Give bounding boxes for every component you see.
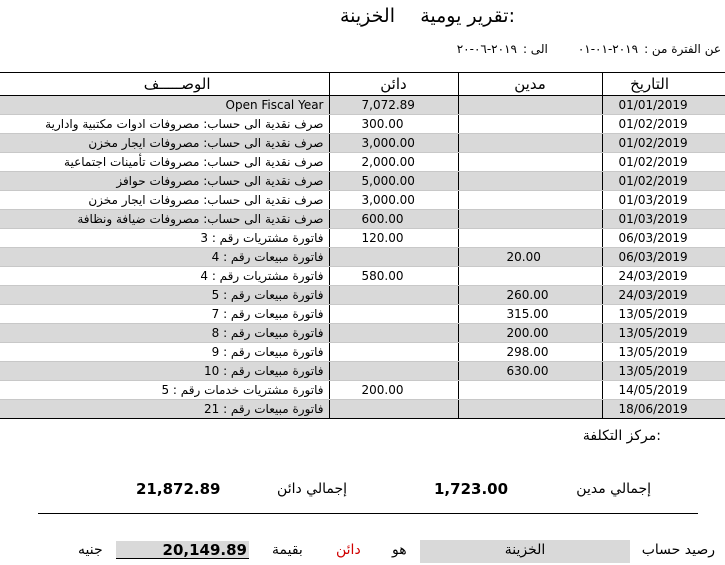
cost-center-label: مركز التكلفة: [582,428,661,444]
cell-debit: 200.00 [458,324,602,343]
cell-description: فاتورة مبيعات رقم : 10 [0,362,329,381]
cell-debit [458,191,602,210]
cell-credit: 2,000.00 [329,153,458,172]
report-title-name: الخزينة [339,5,395,27]
cell-debit: 630.00 [458,362,602,381]
cell-debit [458,267,602,286]
period-to-date: ٢٠١٩-٠٦-٢٠ [456,42,517,56]
cell-debit [458,153,602,172]
balance-account-name: الخزينة [420,540,630,563]
cell-debit: 298.00 [458,343,602,362]
cell-credit [329,324,458,343]
ledger-row [0,153,725,172]
cell-credit: 600.00 [329,210,458,229]
cell-debit [458,115,602,134]
cell-debit [458,210,602,229]
period-from-date: ٢٠١٩-٠١-٠١ [577,42,639,56]
cell-credit: 3,000.00 [329,134,458,153]
footer-divider [38,513,698,514]
ledger-row [0,96,725,115]
cell-description: فاتورة مبيعات رقم : 5 [0,286,329,305]
ledger-row [0,267,725,286]
balance-side: دائن [336,542,361,558]
cell-debit [458,381,602,400]
cell-description: صرف نقدية الى حساب: مصروفات ضيافة ونظافة [0,210,329,229]
header-date: التاريخ [602,73,725,96]
ledger-row [0,286,725,305]
cell-credit: 5,000.00 [329,172,458,191]
cell-credit: 200.00 [329,381,458,400]
cell-debit [458,400,602,419]
cell-credit: 7,072.89 [329,96,458,115]
cell-debit: 20.00 [458,248,602,267]
cell-description: فاتورة مبيعات رقم : 9 [0,343,329,362]
ledger-row [0,400,725,419]
balance-is-label: هو [392,542,407,558]
credit-total-label: إجمالي دائن [277,481,347,497]
balance-amount-label: بقيمة [272,542,303,558]
report-title-label: تقرير يومية: [420,5,515,27]
cell-description: صرف نقدية الى حساب: مصروفات ايجار مخزن [0,134,329,153]
cell-date: 01/01/2019 [602,96,725,115]
balance-currency: جنيه [78,542,103,558]
cell-date: 13/05/2019 [602,305,725,324]
cell-description: صرف نقدية الى حساب: مصروفات ايجار مخزن [0,191,329,210]
cell-description: فاتورة مبيعات رقم : 7 [0,305,329,324]
cell-description: فاتورة مبيعات رقم : 4 [0,248,329,267]
cell-date: 13/05/2019 [602,324,725,343]
cell-date: 24/03/2019 [602,286,725,305]
ledger-row [0,362,725,381]
period-from-label: عن الفترة من : [644,42,721,56]
cell-description: فاتورة مبيعات رقم : 8 [0,324,329,343]
cell-debit: 315.00 [458,305,602,324]
cell-description: Open Fiscal Year [0,96,329,115]
cell-credit [329,362,458,381]
ledger-row [0,324,725,343]
debit-total-label: إجمالي مدين [576,481,651,497]
cell-description: فاتورة مشتريات رقم : 3 [0,229,329,248]
cell-date: 06/03/2019 [602,248,725,267]
ledger-row [0,115,725,134]
cell-description: صرف نقدية الى حساب: مصروفات تأمينات اجتماعية [0,153,329,172]
cell-description: فاتورة مشتريات خدمات رقم : 5 [0,381,329,400]
debit-total-value: 1,723.00 [434,480,509,498]
cell-credit: 580.00 [329,267,458,286]
cell-credit [329,305,458,324]
ledger-row [0,381,725,400]
cell-date: 06/03/2019 [602,229,725,248]
ledger-row [0,172,725,191]
cell-description: صرف نقدية الى حساب: مصروفات حوافز [0,172,329,191]
cell-date: 14/05/2019 [602,381,725,400]
cell-date: 13/05/2019 [602,362,725,381]
cell-date: 01/02/2019 [602,115,725,134]
cell-date: 01/03/2019 [602,210,725,229]
cell-date: 01/02/2019 [602,153,725,172]
ledger-row [0,229,725,248]
cell-date: 18/06/2019 [602,400,725,419]
cell-credit: 300.00 [329,115,458,134]
cell-credit [329,343,458,362]
cell-date: 01/02/2019 [602,172,725,191]
cell-date: 13/05/2019 [602,343,725,362]
ledger-row [0,210,725,229]
cell-credit [329,286,458,305]
balance-label: رصيد حساب [641,542,715,558]
cell-credit [329,248,458,267]
cell-date: 01/02/2019 [602,134,725,153]
cell-debit [458,229,602,248]
cell-debit [458,172,602,191]
cell-debit [458,134,602,153]
cell-description: فاتورة مبيعات رقم : 21 [0,400,329,419]
ledger-row [0,248,725,267]
cell-description: صرف نقدية الى حساب: مصروفات ادوات مكتبية وادارية [0,115,329,134]
header-description: الوصـــــف [0,73,329,96]
cell-credit [329,400,458,419]
header-debit: مدين [458,73,602,96]
ledger-row [0,191,725,210]
ledger-row [0,134,725,153]
cell-credit: 3,000.00 [329,191,458,210]
cell-date: 24/03/2019 [602,267,725,286]
cell-date: 01/03/2019 [602,191,725,210]
cell-debit [458,96,602,115]
header-credit: دائن [329,73,458,96]
ledger-header-row [0,73,725,96]
ledger-row [0,305,725,324]
ledger-row [0,343,725,362]
cell-description: فاتورة مشتريات رقم : 4 [0,267,329,286]
ledger-table [0,72,725,419]
period-to-label: الى : [522,42,548,56]
cell-debit: 260.00 [458,286,602,305]
cell-credit: 120.00 [329,229,458,248]
credit-total-value: 21,872.89 [136,480,221,498]
balance-amount: 20,149.89 [116,541,249,559]
report-period [451,42,721,56]
